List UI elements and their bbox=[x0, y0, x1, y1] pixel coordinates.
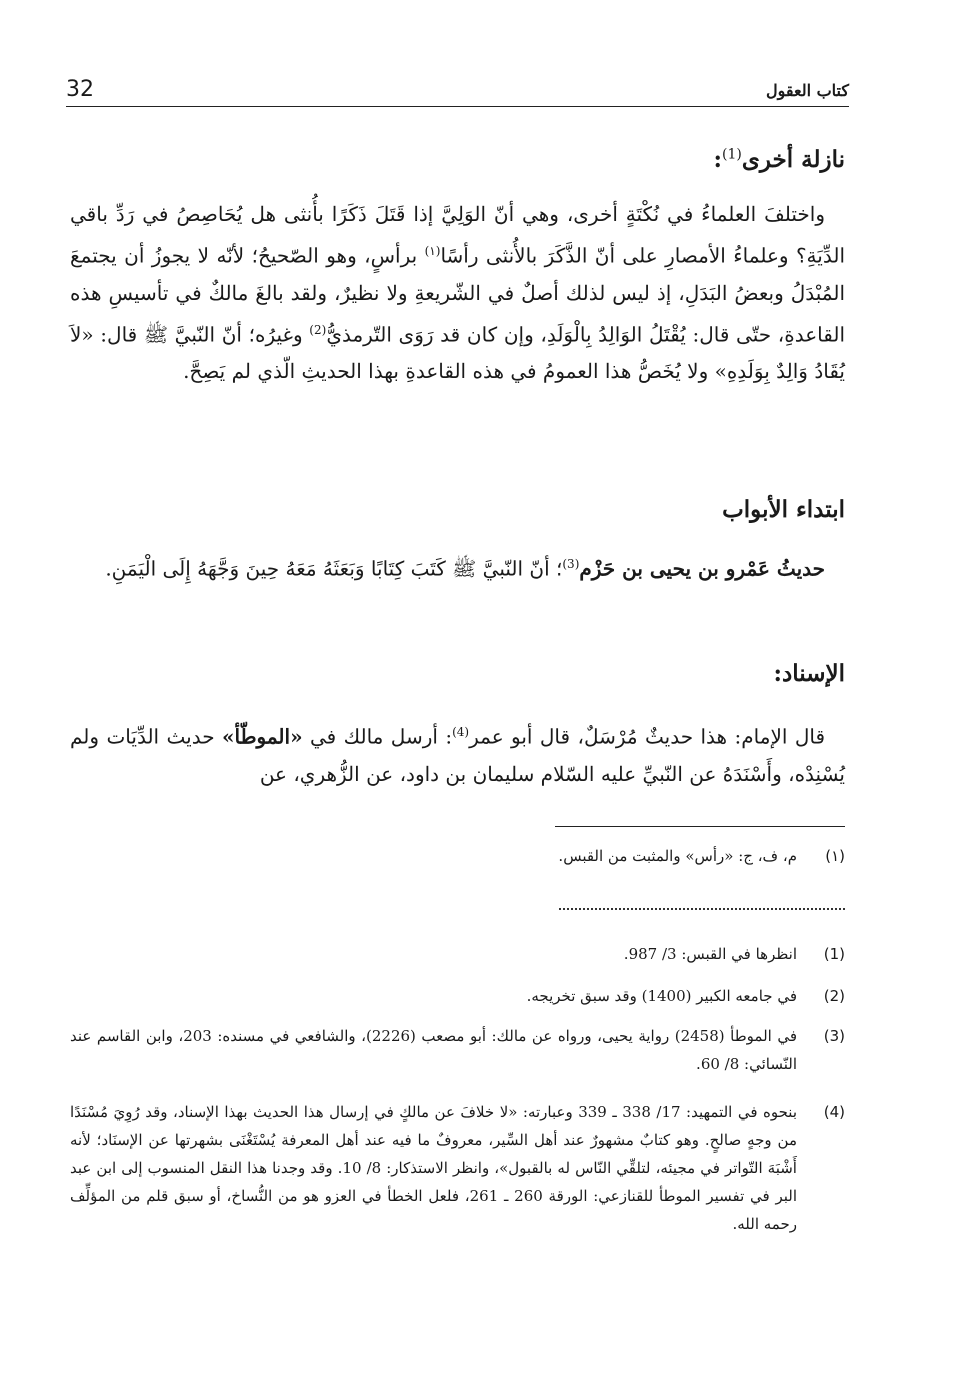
paragraph-text-a: واختلفَ العلماءُ في نُكْتَةٍ أخرى، وهي أنّ الوَلِيَّ إذا قَتَلَ ذَكَرًا بأُنثى هل يُحَاصِصُ في رَدِّ باقي الدِّيَةِ؟ وعلماءُ الأمصارِ على أنّ الذَّكَرَ بالأُنثى رأسًا bbox=[70, 202, 845, 268]
page-header bbox=[66, 72, 849, 107]
editor-note-ref: (١) bbox=[424, 244, 441, 258]
page-number: 32 bbox=[66, 77, 94, 102]
muwatta-title: «الموطّأ» bbox=[222, 724, 303, 749]
footnote-2 bbox=[70, 982, 845, 1010]
paragraph-text-c: وغيرُه؛ أنّ النّبيَّ ﷺ قال: «لاَ يُقَادُ وَالِدٌ بِوَلَدِهِ» ولا يُخَصُّ هذا العمومُ في هذه القاعدةِ بهذا الحديثِ الّذي لم يَصِحَّ. bbox=[70, 322, 845, 384]
footnote-number: (3) bbox=[823, 1027, 845, 1045]
heading-colon: : bbox=[713, 146, 722, 173]
hadith-text: ؛ أنّ النّبيَّ ﷺ كَتَبَ كِتَابًا وَبَعَثَهُ مَعَهُ حِينَ وَجَّهَهُ إِلَى الْيَمَنِ. bbox=[105, 556, 563, 581]
footnote-ref: (3) bbox=[562, 557, 580, 571]
dotted-separator bbox=[559, 908, 845, 910]
section-heading-isnad: الإسناد: bbox=[773, 660, 845, 687]
editor-note-number: (١) bbox=[825, 847, 845, 865]
footnote-text: بنحوه في التمهيد: 17/ 338 ـ 339 وعبارته: «لا خلافَ عن مالكٍ في إرسال هذا الحديث بهذا الإسناد، وقد رُوِيَ مُسْنَدًا من وجهٍ صالحٍ. وهو كتابٌ مشهورٌ عند أهل السِّير، معروفٌ ما فيه عند أهل المعرفة يُسْتَغْنَى بشهرتها عن الإسنَاد؛ لأنه أَشْبَهَ التّواتر في مجيئه، لتلقِّي النّاس له بالقبول»، وانظر الاستذكار: 8/ 10. وقد وجدنا هذا النقل المنسوب إلى ابن عبد البر في تفسير الموطأ للقنازعي: الورقة 260 ـ 261، فلعل الخطأ في العزو هو من النُّساخ، أو سبق قلم من المؤلِّف رحمه الله. bbox=[70, 1103, 798, 1233]
footnote-1 bbox=[70, 940, 845, 968]
paragraph-text-b: برأسٍ، وهو الصّحيحُ؛ لأنّه لا يجوزُ أن يجتمعَ المُبْدَلُ وبعضُ البَدَلِ، إذ ليس لذلك أصلٌ في الشّريعةِ ولا نظيرٌ، ولقد بالغَ مالكٌ في تأسيسِ هذه القاعدةِ، حتّى قال: يُقْتَلُ الوَالِدُ بِالْوَلَدِ، وإن كان قد رَوَى التّرمذيُّ bbox=[70, 243, 845, 347]
footnote-number: (2) bbox=[823, 987, 845, 1005]
footnote-3 bbox=[70, 1022, 845, 1078]
footnote-ref: (2) bbox=[309, 322, 327, 337]
footnote-ref: (1) bbox=[721, 146, 742, 163]
footnote-number: (4) bbox=[823, 1103, 845, 1121]
heading-text: نازلة أخرى bbox=[741, 146, 845, 173]
editor-note bbox=[70, 842, 845, 870]
footnote-text: انظرها في القبس: 3/ 987. bbox=[623, 945, 797, 963]
footnote-text: في جامعه الكبير (1400) وقد سبق تخريجه. bbox=[526, 987, 797, 1005]
paragraph-isnad bbox=[70, 714, 845, 793]
footnote-4 bbox=[70, 1098, 845, 1238]
section-heading-nazila bbox=[713, 146, 845, 173]
hadith-title: حديثُ عَمْرو بن يحيى بن حَزْم bbox=[579, 556, 825, 581]
isnad-text-c: حديث الدِّيَات ولم يُسْنِدْه، وأَسْنَدَهُ عن النّبيِّ عليه السّلام سليمان بن داود، عن الزُّهري، عن bbox=[70, 724, 845, 786]
isnad-text-a: قال الإمام: هذا حديثٌ مُرْسَلٌ، قال أبو عمر bbox=[469, 724, 826, 749]
running-title: كتاب العقول bbox=[766, 81, 849, 100]
footnote-ref: (4) bbox=[452, 725, 470, 739]
footnote-separator bbox=[555, 826, 845, 827]
paragraph-hadith bbox=[70, 546, 845, 588]
footnote-text: في الموطأ (2458) رواية يحيى، ورواه عن مالك: أبو مصعب (2226)، والشافعي في مسنده: 203، وابن القاسم عند النّسائي: 8/ 60. bbox=[70, 1027, 798, 1073]
section-heading-abwab: ابتداء الأبواب bbox=[722, 496, 845, 523]
footnote-number: (1) bbox=[823, 945, 845, 963]
paragraph-nazila bbox=[70, 196, 845, 390]
editor-note-text: م، ف، ج: «رأس» والمثبت من القبس. bbox=[558, 847, 797, 865]
isnad-text-b: : أرسل مالك في bbox=[302, 724, 453, 749]
